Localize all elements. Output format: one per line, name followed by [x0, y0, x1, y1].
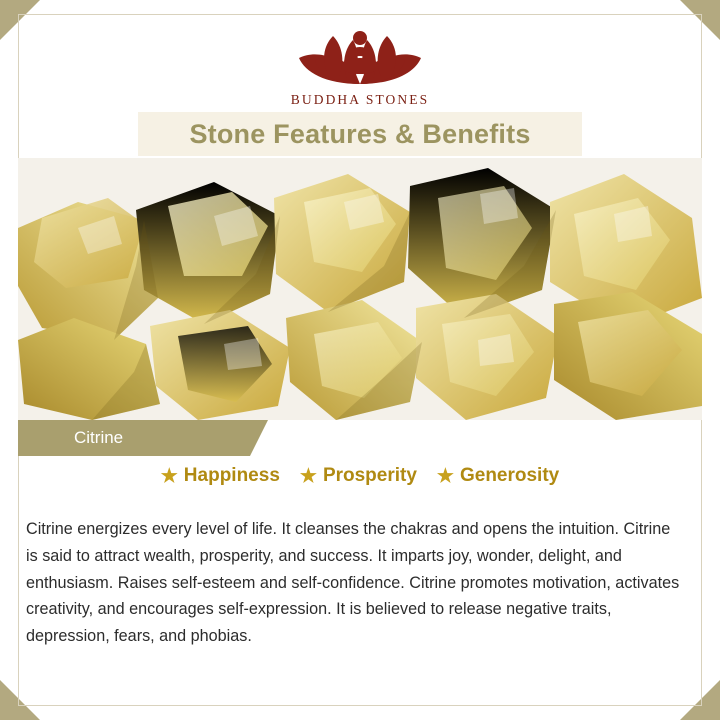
lotus-meditation-icon — [285, 18, 435, 90]
keyword-item — [437, 465, 559, 487]
keyword-item — [161, 465, 280, 487]
page-title: Stone Features & Benefits — [189, 118, 531, 149]
stone-name: Citrine — [74, 428, 124, 447]
keyword-label: Prosperity — [322, 465, 417, 486]
brand-block — [0, 18, 720, 108]
keyword-item — [300, 465, 417, 487]
citrine-stones-photo — [18, 158, 702, 420]
title-banner — [138, 112, 582, 156]
keyword-label: Generosity — [459, 465, 560, 486]
star-icon: ★ — [160, 465, 178, 487]
stone-name-tab — [18, 420, 250, 456]
star-icon: ★ — [299, 465, 317, 487]
brand-name: BUDDHA STONES — [290, 92, 430, 107]
keyword-label: Happiness — [183, 465, 280, 486]
stone-photo — [18, 158, 702, 420]
stone-description: Citrine energizes every level of life. It cleanses the chakras and opens the intuition. Citrine is said to attract wealth, prosperity, and success. It imparts joy, wonder, delight, and enthusiasm. Raises self-esteem and self-confidence. Citrine promotes motivation, activates creativity, and encourages self-expression. It is believed to release negative traits, depression, fears, and phobias. — [26, 520, 680, 646]
keyword-row — [18, 458, 702, 494]
star-icon: ★ — [436, 465, 454, 487]
